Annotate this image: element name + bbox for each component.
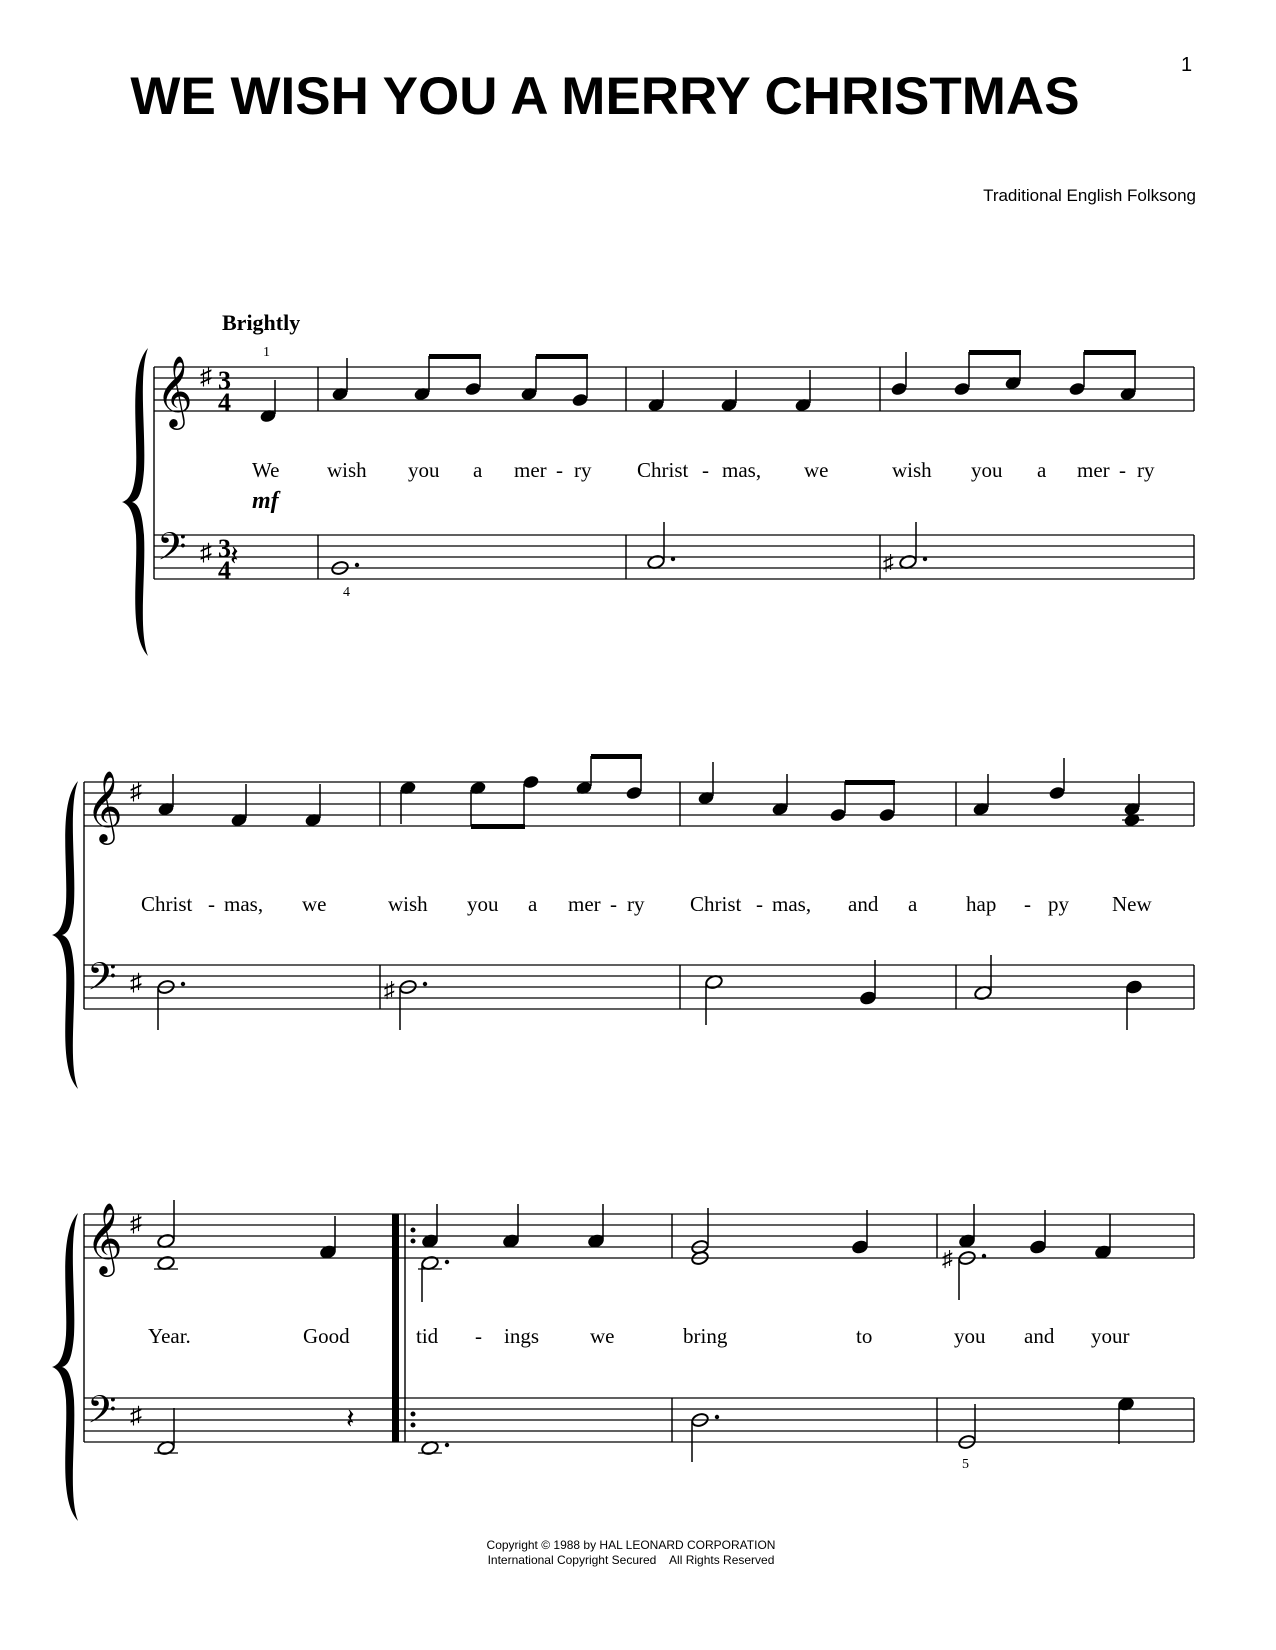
lyric-syllable: wish [892,458,932,482]
key-sharp-icon: ♯ [130,1403,142,1429]
sharp-icon: ♯ [883,550,894,575]
sharp-icon: ♯ [942,1246,953,1271]
bass-notes [157,955,1143,1030]
copyright-notice [0,1538,1262,1568]
lyric-syllable: bring [683,1324,728,1348]
lyric-syllable: we [804,458,829,482]
lyric-syllable: a [908,892,918,916]
sharp-icon: ♯ [384,977,395,1002]
key-sharp-icon: ♯ [130,779,142,805]
lyric-syllable: you [467,892,499,916]
lyrics-line-3 [148,1324,1130,1348]
lyric-syllable: and [1024,1324,1055,1348]
lyric-hyphen: - [610,892,617,916]
grand-staff-brace [122,348,148,656]
copyright-line-2: International Copyright Secured All Rights Reserved [487,1553,775,1567]
lyric-syllable: you [408,458,440,482]
copyright-line-1: Copyright © 1988 by HAL LEONARD CORPORATION [486,1538,776,1552]
lyric-hyphen: - [556,458,563,482]
lyric-syllable: we [590,1324,615,1348]
lyrics-line-1 [252,458,1155,482]
bass-staff [84,965,1194,1009]
system-2 [52,754,1194,1089]
repeat-start-sign [392,1214,416,1442]
bass-clef-icon: 𝄢 [87,956,117,1007]
lyric-syllable: Christ [690,892,742,916]
grand-staff-brace [52,781,78,1089]
lyric-hyphen: - [475,1324,482,1348]
lyric-syllable: a [528,892,538,916]
lyric-syllable: a [473,458,483,482]
bass-staff [154,535,1194,579]
lyric-syllable: Good [303,1324,350,1348]
dynamic-marking: mf [252,488,279,514]
lyric-syllable: ry [1137,458,1155,482]
lyric-syllable: to [856,1324,873,1348]
tempo-marking: Brightly [222,310,301,335]
lyric-syllable: mas, [722,458,762,482]
lyric-syllable: you [971,458,1003,482]
quarter-rest-icon: 𝄽 [230,541,239,572]
bass-clef-icon: 𝄢 [87,1389,117,1440]
lyric-hyphen: - [208,892,215,916]
lyric-syllable: mer [1077,458,1110,482]
treble-staff [84,1214,1194,1258]
lyric-syllable: you [954,1324,986,1348]
lyric-syllable: mas, [772,892,812,916]
lyric-hyphen: - [1024,892,1031,916]
lyric-syllable: mer [514,458,547,482]
lyric-hyphen: - [756,892,763,916]
fingering: 4 [343,585,350,600]
time-signature-bottom: 4 [218,556,231,585]
lyric-hyphen: - [702,458,709,482]
lyric-syllable: a [1037,458,1047,482]
lyric-hyphen: - [1119,458,1126,482]
song-title: WE WISH YOU A MERRY CHRISTMAS [130,67,1080,126]
lyric-syllable: ings [504,1324,540,1348]
composer-credit: Traditional English Folksong [983,186,1196,205]
bass-notes [154,1397,1134,1462]
lyric-syllable: Christ [141,892,193,916]
key-sharp-icon: ♯ [130,970,142,996]
lyric-syllable: Year. [148,1324,191,1348]
lyric-syllable: and [848,892,879,916]
lyric-syllable: your [1091,1324,1130,1348]
lyric-syllable: mas, [224,892,264,916]
lyric-syllable: ry [574,458,592,482]
treble-clef-icon: 𝄞 [86,773,123,841]
lyric-syllable: we [302,892,327,916]
system-1 [122,310,1194,656]
lyric-syllable: Christ [637,458,689,482]
lyric-syllable: tid [416,1324,439,1348]
key-sharp-icon: ♯ [130,1211,142,1237]
treble-clef-icon: 𝄞 [156,358,193,426]
time-signature-top: 3 [218,534,231,563]
system-3 [52,1200,1194,1521]
lyric-syllable: ry [627,892,645,916]
bass-staff [84,1398,1194,1442]
lyric-syllable: wish [388,892,428,916]
lyric-syllable: mer [568,892,601,916]
key-sharp-icon: ♯ [200,540,212,566]
treble-notes [154,1200,1111,1302]
treble-staff [154,367,1194,411]
lyrics-line-2 [141,892,1152,916]
treble-notes [158,754,1144,829]
page-number: 1 [1181,54,1193,76]
lyric-syllable: We [252,458,280,482]
key-sharp-icon: ♯ [200,364,212,390]
quarter-rest-icon: 𝄽 [346,1404,355,1435]
fingering: 5 [962,1457,969,1472]
lyric-syllable: hap [966,892,997,916]
lyric-syllable: wish [327,458,367,482]
treble-clef-icon: 𝄞 [86,1205,123,1273]
treble-notes [260,350,1137,423]
time-signature-top: 3 [218,366,231,395]
fingering: 1 [263,345,270,360]
lyric-syllable: py [1048,892,1069,916]
lyric-syllable: New [1112,892,1152,916]
grand-staff-brace [52,1213,78,1521]
bass-clef-icon: 𝄢 [157,526,187,577]
time-signature-bottom: 4 [218,388,231,417]
